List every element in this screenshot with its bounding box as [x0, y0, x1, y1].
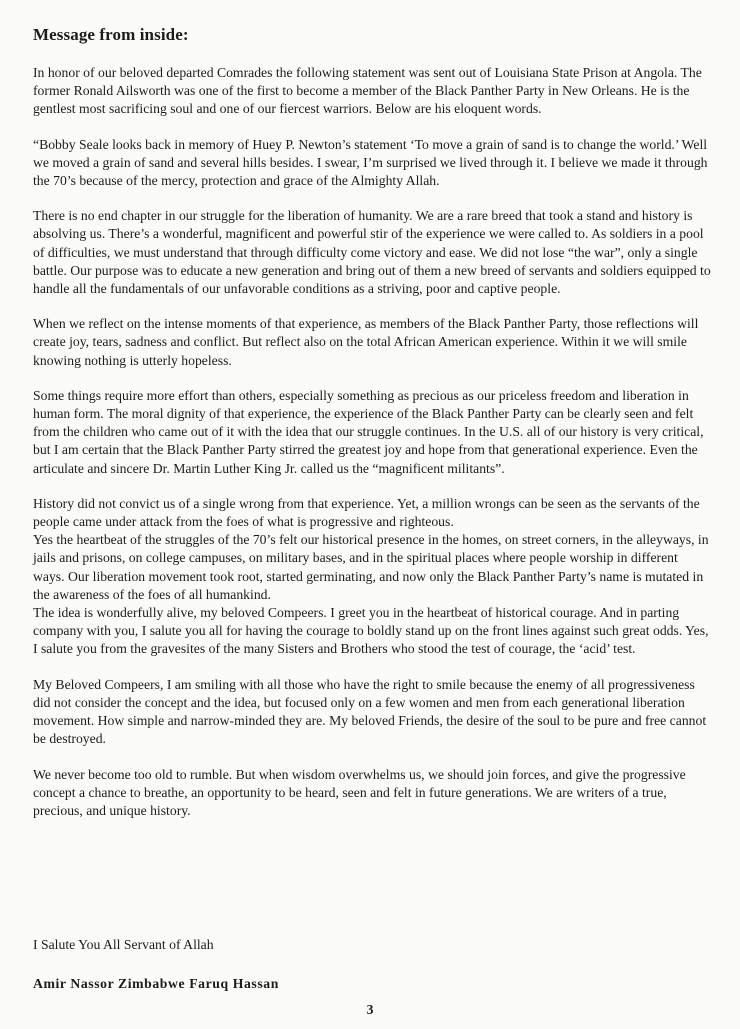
- paragraph-rumble: We never become too old to rumble. But when wisdom overwhelms us, we should join forces, and give the progressive concept a chance to breathe, an opportunity to be heard, seen and felt in future generations. We are writers of a true, precious, and unique history.: [33, 766, 686, 818]
- paragraph-history: History did not convict us of a single wrong from that experience. Yet, a million wrongs can be seen as the servants of the people came under attack from the foes of what is progressive and righteous.: [33, 495, 700, 530]
- paragraph-intro: In honor of our beloved departed Comrades the following statement was sent out of Louisiana State Prison at Angola. The former Ronald Ailsworth was one of the first to become a member of the Black Panther Party in New Orleans. He is the gentlest most sacrificing soul and one of our fiercest warriors. Below are his eloquent words.: [33, 65, 702, 117]
- author-signature: Amir Nassor Zimbabwe Faruq Hassan: [33, 976, 279, 991]
- paragraph-effort: Some things require more effort than others, especially something as precious as our priceless freedom and liberation in human form. The moral dignity of that experience, the experience of the Black Panther Party can be clearly seen and felt from the children who came out of it with the idea that our struggle continues. In the U.S. all of our history is very critical, but I am certain that the Black Panther Party stirred the greatest joy and hope from that generational experience. Even the articulate and sincere Dr. Martin Luther King Jr. called us the “magnificent militants”.: [33, 387, 704, 476]
- paragraph-idea-alive: The idea is wonderfully alive, my beloved Compeers. I greet you in the heartbeat of historical courage. And in parting company with you, I salute you all for having the courage to boldly stand up on the front lines against such great odds. Yes, I salute you from the gravesites of the many Sisters and Brothers who stood the test of courage, the ‘acid’ test.: [33, 605, 709, 657]
- paragraph-heartbeat: Yes the heartbeat of the struggles of the 70’s felt our historical presence in the homes, on street corners, in the alleyways, in jails and prisons, on college campuses, on military bases, and in the spiritual places where people worship in different ways. Our liberation movement took root, started germinating, and now only the Black Panther Party’s name is mutated in the awareness of the foes of all humankind.: [33, 532, 709, 602]
- page-number: 3: [366, 1002, 374, 1017]
- paragraph-struggle: There is no end chapter in our struggle for the liberation of humanity. We are a rare breed that took a stand and history is absolving us. There’s a wonderful, magnificent and powerful stir of the experience we were called to. As soldiers in a pool of difficulties, we must understand that through difficulty come victory and ease. We did not lose “the war”, only a single battle. Our purpose was to educate a new generation and bring out of them a new breed of servants and soldiers equipped to handle all the fundamentals of our unfavorable conditions as a striving, poor and captive people.: [33, 208, 711, 297]
- closing-salute: I Salute You All Servant of Allah: [33, 937, 214, 952]
- message-body: [33, 64, 711, 837]
- paragraph-compeers: My Beloved Compeers, I am smiling with all those who have the right to smile because the enemy of all progressiveness did not consider the concept and the idea, but focused only on a few women and men from each generational liberation movement. How simple and narrow-minded they are. My beloved Friends, the desire of the soul to be pure and free cannot be destroyed.: [33, 676, 707, 747]
- paragraph-reflect: When we reflect on the intense moments of that experience, as members of the Black Panther Party, those reflections will create joy, tears, sadness and conflict. But reflect also on the total African American experience. Within it we will smile knowing nothing is utterly hopeless.: [33, 316, 699, 368]
- paragraph-quote-opening: “Bobby Seale looks back in memory of Huey P. Newton’s statement ‘To move a grain of sand is to change the world.’ Well we moved a grain of sand and several hills besides. I swear, I’m surprised we lived through it. I believe we made it through the 70’s because of the mercy, protection and grace of the Almighty Allah.: [33, 136, 708, 189]
- page-heading: Message from inside:: [33, 25, 189, 44]
